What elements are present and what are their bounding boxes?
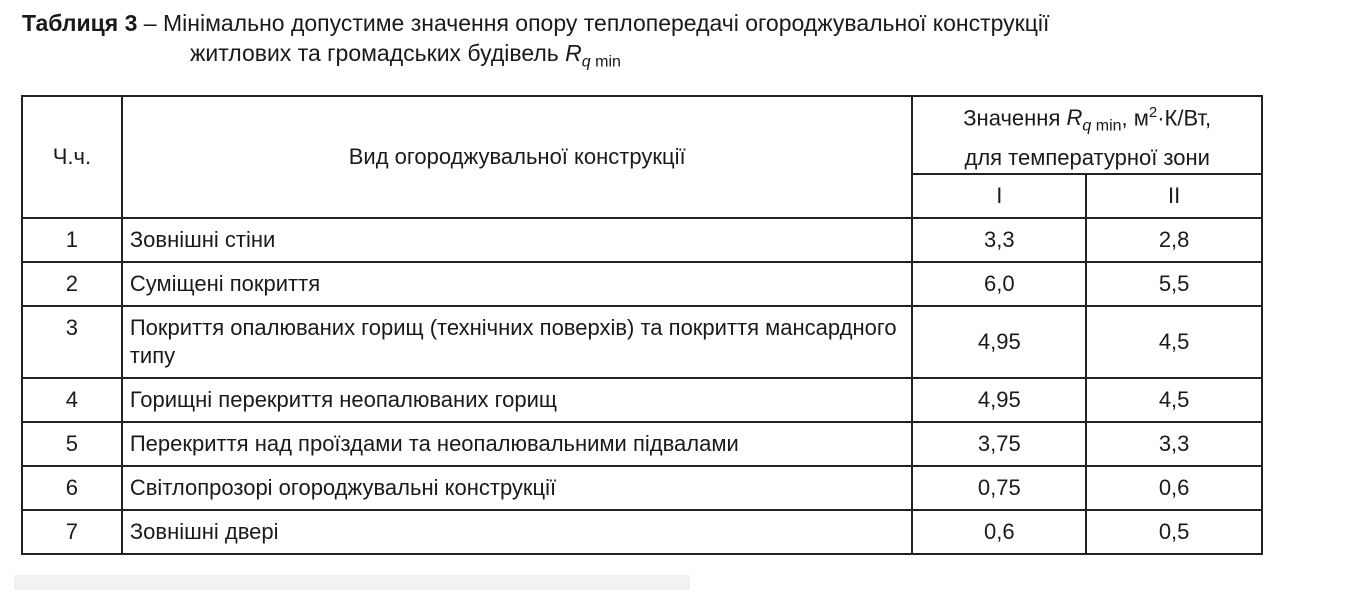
cropped-next-block <box>14 575 690 590</box>
header-value-symbol-r: R <box>1066 105 1083 131</box>
row-construction-type: Зовнішні стіни <box>122 218 913 262</box>
row-construction-type: Покриття опалюваних горищ (технічних поверхів) та покриття мансардного типу <box>122 306 913 378</box>
table-row <box>22 306 1262 378</box>
row-zone-1-value: 0,6 <box>912 510 1086 554</box>
header-value <box>912 96 1262 174</box>
document-page <box>14 8 1266 563</box>
row-zone-2-value: 3,3 <box>1086 422 1262 466</box>
table-row <box>22 218 1262 262</box>
caption-line1: Мінімально допустиме значення опору теплопередачі огороджувальної конструкції <box>162 10 1050 36</box>
table-caption <box>22 8 1266 78</box>
row-zone-2-value: 2,8 <box>1086 218 1262 262</box>
table-row <box>22 378 1262 422</box>
row-zone-2-value: 5,5 <box>1086 262 1262 306</box>
caption-label: Таблиця 3 <box>22 10 138 36</box>
header-value-sub-min: min <box>1095 117 1122 135</box>
row-number: 1 <box>22 218 122 262</box>
row-zone-1-value: 4,95 <box>912 378 1086 422</box>
header-value-line2: для температурної зони <box>964 144 1210 170</box>
row-zone-1-value: 3,75 <box>912 422 1086 466</box>
row-zone-2-value: 0,5 <box>1086 510 1262 554</box>
header-zone-1: I <box>912 174 1086 218</box>
header-number: Ч.ч. <box>22 96 122 218</box>
row-construction-type: Світлопрозорі огороджувальні конструкції <box>122 466 913 510</box>
header-value-symbol <box>1066 105 1122 135</box>
row-number: 3 <box>22 306 122 378</box>
row-zone-2-value: 4,5 <box>1086 306 1262 378</box>
table-row <box>22 466 1262 510</box>
caption-dash: – <box>137 10 163 36</box>
header-value-sub-q: q <box>1082 117 1092 135</box>
caption-line2-text: житлових та громадських будівель <box>190 40 566 66</box>
row-number: 2 <box>22 262 122 306</box>
row-construction-type: Зовнішні двері <box>122 510 913 554</box>
table-row <box>22 262 1262 306</box>
table-row <box>22 422 1262 466</box>
table-row <box>22 510 1262 554</box>
caption-symbol-r: R <box>565 40 582 66</box>
header-type: Вид огороджувальної конструкції <box>122 96 913 218</box>
caption-symbol <box>565 40 621 71</box>
row-construction-type: Горищні перекриття неопалюваних горищ <box>122 378 913 422</box>
caption-symbol-sub-min: min <box>595 53 621 71</box>
caption-symbol-sub-q: q <box>581 53 591 71</box>
header-value-units-post: ·К/Вт, <box>1157 105 1212 131</box>
row-zone-2-value: 4,5 <box>1086 378 1262 422</box>
header-zone-2: II <box>1086 174 1262 218</box>
caption-line2 <box>22 38 1266 78</box>
thermal-resistance-table <box>21 95 1263 555</box>
row-number: 6 <box>22 466 122 510</box>
header-value-units: , м <box>1121 105 1149 131</box>
header-value-units-sup: 2 <box>1148 104 1158 122</box>
row-zone-1-value: 3,3 <box>912 218 1086 262</box>
row-number: 7 <box>22 510 122 554</box>
row-construction-type: Суміщені покриття <box>122 262 913 306</box>
header-value-prefix: Значення <box>963 105 1067 131</box>
row-construction-type: Перекриття над проїздами та неопалювальними підвалами <box>122 422 913 466</box>
row-zone-1-value: 6,0 <box>912 262 1086 306</box>
row-zone-1-value: 4,95 <box>912 306 1086 378</box>
row-zone-1-value: 0,75 <box>912 466 1086 510</box>
row-number: 5 <box>22 422 122 466</box>
row-zone-2-value: 0,6 <box>1086 466 1262 510</box>
row-number: 4 <box>22 378 122 422</box>
